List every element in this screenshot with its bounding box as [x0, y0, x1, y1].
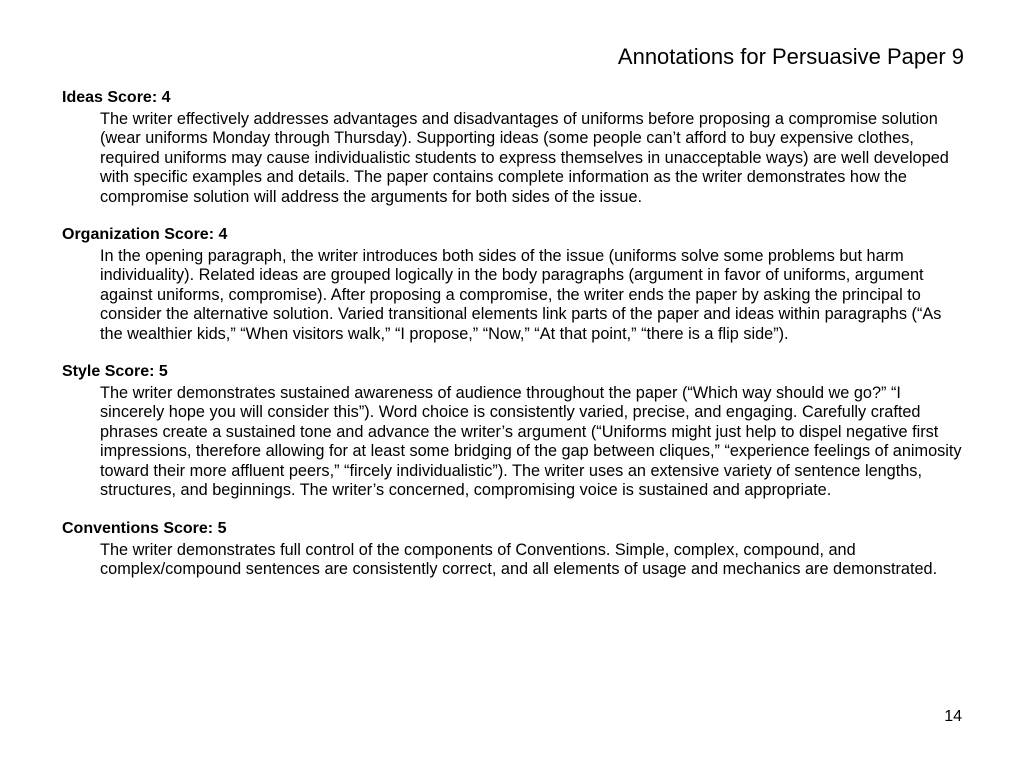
conventions-score-heading: Conventions Score: 5: [62, 519, 227, 537]
conventions-section: [62, 519, 968, 580]
organization-score-heading: Organization Score: 4: [62, 226, 228, 244]
organization-annotation: In the opening paragraph, the writer introduces both sides of the issue (uniforms solve some problems but harm individuality). Related ideas are grouped logically in the body paragraphs (argument in favor of uniforms, argument against uniforms, compromise). After proposing a compromise, the writer ends the paper by asking the principal to consider the alternative solution. Varied transitional elements link parts of the paper and ideas within paragraphs (“As the wealthier kids,” “When visitors walk,” “I propose,” “Now,” “At that point,” “there is a flip side”).: [100, 247, 942, 343]
organization-section: [62, 225, 968, 344]
style-score-heading: Style Score: 5: [62, 363, 168, 381]
ideas-annotation: The writer effectively addresses advantages and disadvantages of uniforms before proposing a compromise solution (wear uniforms Monday through Thursday). Supporting ideas (some people can’t afford to buy expensive clothes, required uniforms may cause individualistic students to express themselves in unacceptable ways) are well developed with specific examples and details. The paper contains complete information as the writer demonstrates how the compromise solution will address the arguments for both sides of the issue.: [100, 110, 949, 206]
style-annotation: The writer demonstrates sustained awareness of audience throughout the paper (“Which way should we go?” “I sincerely hope you will consider this”). Word choice is consistently varied, precise, and engaging. Carefully crafted phrases create a sustained tone and advance the writer’s argument (“Uniforms might just help to dispel negative first impressions, therefore allowing for at least some bridging of the gap between cliques,” “experience feelings of animosity toward their more affluent peers,” “fircely individualistic”). The writer uses an extensive variety of sentence lengths, structures, and beginnings. The writer’s concerned, compromising voice is sustained and appropriate.: [100, 384, 962, 500]
conventions-annotation: The writer demonstrates full control of the components of Conventions. Simple, complex, compound, and complex/compound sentences are consistently correct, and all elements of usage and mechanics are demonstrated.: [100, 540, 938, 578]
ideas-section: [62, 88, 968, 207]
ideas-score-heading: Ideas Score: 4: [62, 89, 171, 106]
page-number: 14: [944, 708, 962, 725]
style-section: [62, 362, 968, 500]
annotations-list: [62, 88, 968, 597]
slide-title: Annotations for Persuasive Paper 9: [617, 44, 964, 69]
